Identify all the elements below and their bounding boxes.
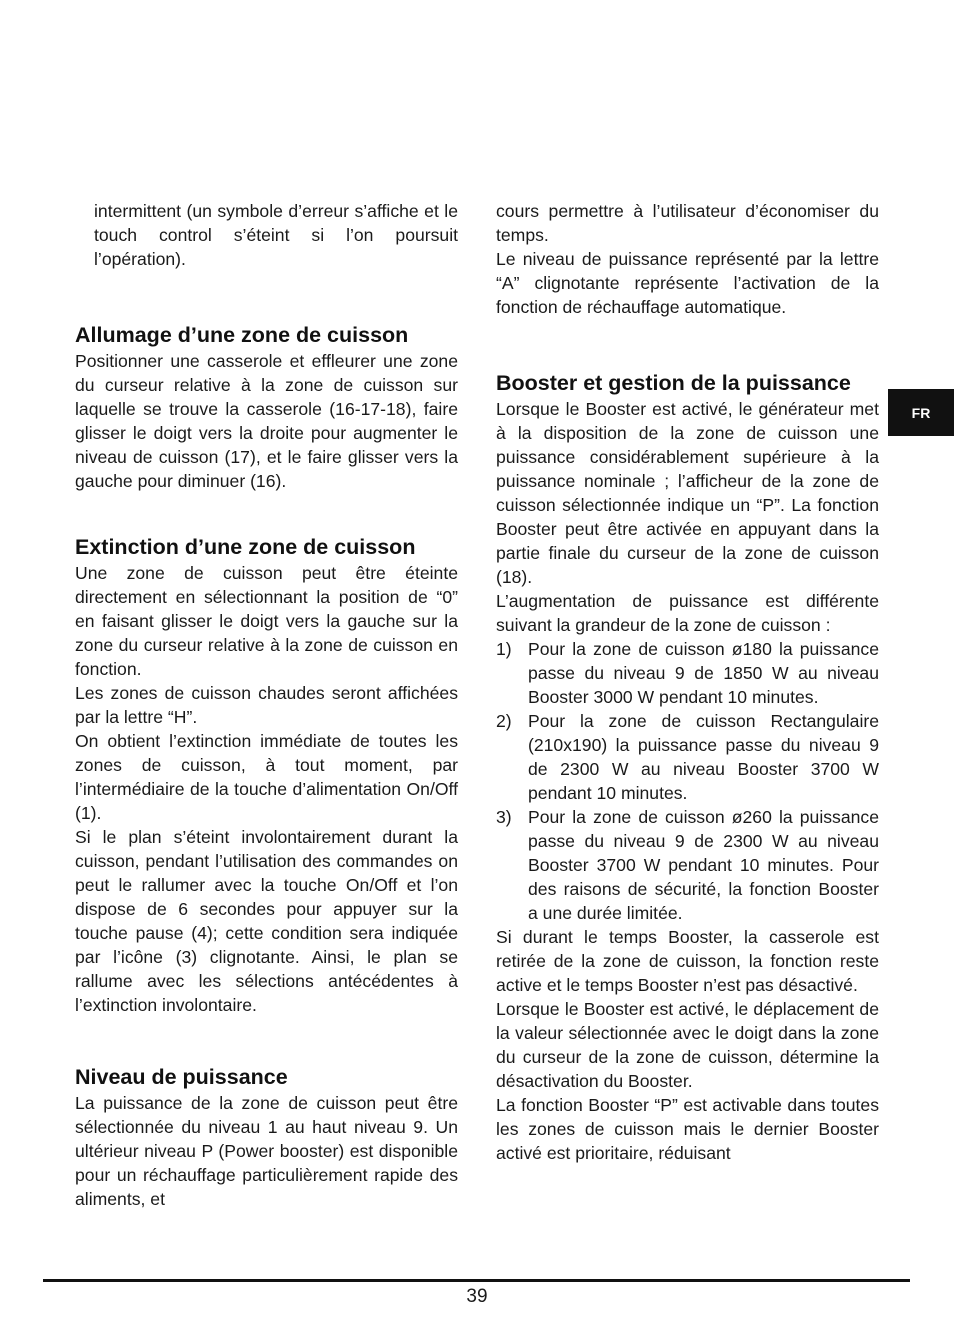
list-item-text: Pour la zone de cuisson ø260 la puissance passe du niveau 9 de 2300 W au niveau Booster 3700 W pendant 10 minutes. Pour des raisons de sécurité, la fonction Booster a une durée limitée. [528, 807, 879, 923]
allumage-paragraph: Positionner une casserole et effleurer une zone du curseur relative à la zone de cuisson sur laquelle se trouve la casserole (16-17-18), faire glisser le doigt vers la droite pour augmenter le niveau de cuisson (17), et le faire glisser vers la gauche pour diminuer (16). [75, 351, 458, 491]
list-item-text: Pour la zone de cuisson ø180 la puissance passe du niveau 9 de 1850 W au niveau Booster 3000 W pendant 10 minutes. [528, 639, 879, 707]
list-item [496, 805, 879, 925]
right-column [496, 199, 879, 1165]
extinction-paragraph-2: Les zones de cuisson chaudes seront affichées par la lettre “H”. [75, 683, 458, 727]
left-column [75, 199, 458, 1211]
booster-list [496, 637, 879, 925]
list-item-number: 3) [496, 807, 512, 827]
heading-booster: Booster et gestion de la puissance [496, 371, 851, 395]
niveau-paragraph: La puissance de la zone de cuisson peut être sélectionnée du niveau 1 au haut niveau 9. Un ultérieur niveau P (Power booster) est disponible pour un réchauffage particulièrement rapide des aliments, et [75, 1093, 458, 1209]
list-item-text: Pour la zone de cuisson Rectangulaire (210x190) la puissance passe du niveau 9 de 2300 W au niveau Booster 3700 W pendant 10 minutes. [528, 711, 879, 803]
extinction-paragraph-1: Une zone de cuisson peut être éteinte directement en sélectionnant la position de “0” en faisant glisser le doigt vers la gauche sur la zone du curseur relative à la zone de cuisson en fonction. [75, 563, 458, 679]
booster-paragraph-1: Lorsque le Booster est activé, le générateur met à la disposition de la zone de cuisson une puissance considérablement supérieure à la puissance nominale ; l’afficheur de la zone de cuisson sélectionnée indique un “P”. La fonction Booster peut être activée en appuyant dans la partie finale du curseur de la zone de cuisson (18). [496, 399, 879, 587]
booster-paragraph-3: Si durant le temps Booster, la casserole est retirée de la zone de cuisson, la fonction reste active et le temps Booster n’est pas désactivé. [496, 927, 879, 995]
list-item-number: 1) [496, 639, 512, 659]
extinction-paragraph-3: On obtient l’extinction immédiate de toutes les zones de cuisson, à tout moment, par l’intermédiaire de la touche d’alimentation On/Off (1). [75, 731, 458, 823]
list-item [496, 709, 879, 805]
booster-paragraph-2: L’augmentation de puissance est différente suivant la grandeur de la zone de cuisson : [496, 591, 879, 635]
page-number: 39 [466, 1286, 488, 1307]
booster-paragraph-5: La fonction Booster “P” est activable dans toutes les zones de cuisson mais le dernier Booster activé est prioritaire, réduisant [496, 1095, 879, 1163]
list-item-number: 2) [496, 711, 512, 731]
language-tab: FR [888, 389, 954, 436]
booster-paragraph-4: Lorsque le Booster est activé, le déplacement de la valeur sélectionnée avec le doigt dans la zone du curseur de la zone de cuisson, détermine la désactivation du Booster. [496, 999, 879, 1091]
extinction-paragraph-4: Si le plan s’éteint involontairement durant la cuisson, pendant l’utilisation des commandes on peut le rallumer avec la touche On/Off et l’on dispose de 6 secondes pour appuyer sur la touche pause (4); cette condition sera indiquée par l’icône (3) clignotante. Ainsi, le plan se rallume avec les sélections antécédentes à l’extinction involontaire. [75, 827, 458, 1015]
reheat-paragraph: Le niveau de puissance représenté par la lettre “A” clignotante représente l’activation de la fonction de réchauffage automatique. [496, 249, 879, 317]
heading-extinction: Extinction d’une zone de cuisson [75, 535, 416, 559]
intro-paragraph: intermittent (un symbole d’erreur s’affiche et le touch control s’éteint si l’on poursuit l’opération). [94, 201, 458, 269]
continuation-paragraph: cours permettre à l’utilisateur d’économiser du temps. [496, 201, 879, 245]
heading-niveau: Niveau de puissance [75, 1065, 288, 1089]
footer-divider [43, 1279, 910, 1282]
list-item [496, 637, 879, 709]
heading-allumage: Allumage d’une zone de cuisson [75, 323, 409, 347]
